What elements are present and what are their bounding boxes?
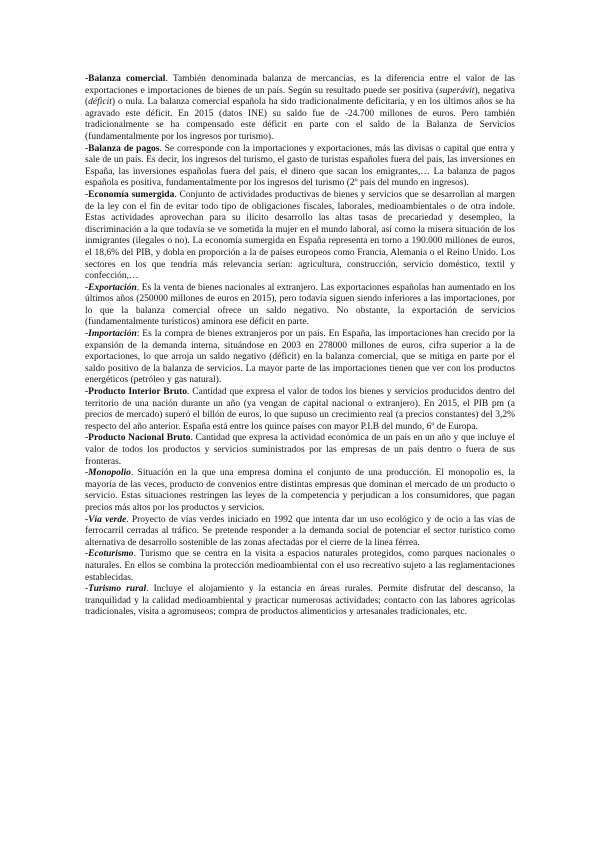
- term-balanza-de-pagos: -Balanza de pagos: [85, 143, 160, 154]
- definition-text: . Turismo que se centra en la visita a espacios naturales protegidos, como parques nacionales o naturales. En ellos se combina la protección medioambiental con el uso recreativo sujeto a las reglamentaciones establecidas.: [85, 549, 515, 583]
- entry-ecoturismo: [85, 549, 515, 584]
- entry-balanza-de-pagos: [85, 144, 515, 190]
- definition-text: . Incluye el alojamiento y la estancia en áreas rurales. Permite disfrutar del descanso, la tranquilidad y la calidad medioambiental y practicar numerosas actividades; contacto con las labores agrícolas tradicionales, visita a agromuseos; compra de productos alimenticios y artesanales tradicionales, etc.: [85, 584, 516, 618]
- entry-monopolio: [85, 468, 515, 514]
- definition-text: : Es la compra de bienes extranjeros por un país. En España, las importaciones han crecido por la expansión de la demanda interna, situándose en 2003 en 278000 millones de euros, cifra superior a la de exportaciones, lo que arroja un saldo negativo (déficit) en la balanza comercial, que se mitiga en parte por el saldo positivo de la balanza de servicios. La mayor parte de las importaciones tienen que ver con los productos energéticos (petróleo y gas natural).: [85, 329, 515, 386]
- document-page: [85, 74, 515, 619]
- term-economia-sumergida: -Economía sumergida: [85, 189, 175, 200]
- entry-economia-sumergida: [85, 190, 515, 283]
- entry-producto-interior-bruto: [85, 387, 515, 433]
- term-balanza-comercial: -Balanza comercial: [85, 74, 166, 84]
- entry-balanza-comercial: [85, 74, 515, 144]
- entry-turismo-rural: [85, 584, 515, 619]
- term-monopolio: -Monopolio: [85, 468, 131, 479]
- definition-text: . Se corresponde con la importaciones y exportaciones, más las divisas o capital que entra y sale de un país. Es decir, los ingresos del turismo, el gasto de turistas españoles fuera del país, las inversiones en España, las inversiones españolas fuera del país, el dinero que sacan los emigrantes,… La balanza de pagos española es positiva, fundamentalmente por los ingresos del turismo (2º país del mundo en ingresos).: [85, 143, 515, 189]
- entry-producto-nacional-bruto: [85, 433, 515, 468]
- entry-importacion: [85, 329, 515, 387]
- definition-text: . También denominada balanza de mercancías, es la diferencia entre el valor de las exportaciones e importaciones de bienes de un país. Según su resultado puede ser positiva (: [85, 74, 515, 96]
- definition-italic-term: déficit: [88, 97, 112, 108]
- term-producto-interior-bruto: -Producto Interior Bruto: [85, 387, 188, 398]
- definition-text: ) o nula. La balanza comercial española ha sido tradicionalmente deficitaria, y en los últimos años se ha agravado este déficit. En 2015 (datos INE) su saldo fue de -24.700 millones de euros. Pero también tradicionalmente se ha compensado este déficit en parte con el saldo de la Balanza de Servicios (fundamentalmente por los ingresos por turismo).: [85, 97, 515, 142]
- definition-text: . Cantidad que expresa el valor de todos los bienes y servicios producidos dentro del territorio de una nación durante un año (ya vengan de capital nacional o extranjero). En 2015, el PIB pm (a precios de mercado) superó el billón de euros, lo que supuso un crecimiento real (a precios constantes) del 3,2% respecto del año anterior. España está entre los quince países con mayor P.I.B del mundo, 6º de Europa.: [85, 387, 515, 432]
- definition-text: . Proyecto de vías verdes iniciado en 1992 que intenta dar un uso ecológico y de ocio a las vías de ferrocarril cerradas al tráfico. Se pretende responder a la demanda social de potenciar el sector turístico como alternativa de desarrollo sostenible de las zonas afectadas por el cierre de la línea férrea.: [85, 514, 515, 548]
- definition-text: . Es la venta de bienes nacionales al extranjero. Las exportaciones españolas han aumentado en los últimos años (250000 millones de euros en 2015), pero todavía siguen siendo inferiores a las importaciones, por lo que la balanza comercial ofrece un saldo negativo. No obstante, la exportación de servicios (fundamentalmente turísticos) aminora ese déficit en parte.: [85, 282, 515, 328]
- term-ecoturismo: -Ecoturismo: [85, 549, 134, 560]
- definition-text: . Conjunto de actividades productivas de bienes y servicios que se desarrollan al margen de la ley con el fin de evitar todo tipo de obligaciones fiscales, laborales, medioambientales o de otra índole. Estas actividades aprovechan para su ilícito desarrollo las altas tasas de precariedad y desempleo, la discriminación a la que todavía se ve sometida la mujer en el mundo laboral, así como la mísera situación de los inmigrantes (ilegales o no). La economía sumergida en España representa en torno a 190.000 millones de euros, el 18,6% del PIB, y dobla en proporción a la de países europeos como Francia, Alemania o el Reino Unido. Los sectores en los que tendría más relevancia serían: agricultura, construcción, servicio doméstico, textil y confección,…: [85, 189, 515, 282]
- entry-exportacion: [85, 283, 515, 329]
- definition-text: . Situación en la que una empresa domina el conjunto de una producción. El monopolio es, la mayoría de las veces, producto de convenios entre distintas empresas que dominan el mercado de un producto o servicio. Estas situaciones restringen las leyes de la competencia y perjudican a los consumidores, que pagan precios más altos por los productos y servicios.: [85, 468, 515, 513]
- definition-text: ), negativa (: [85, 85, 516, 108]
- term-exportacion: -Exportación: [85, 282, 137, 293]
- term-importacion: -Importación: [85, 329, 137, 340]
- definition-text: . Cantidad que expresa la actividad económica de un país en un año y que incluye el valor de todos los productos y servicios suministrados por las empresas de un país dentro o fuera de sus fronteras.: [85, 433, 515, 467]
- term-turismo-rural: -Turismo rural: [85, 584, 147, 595]
- definition-italic-term: superávit: [439, 85, 475, 96]
- term-via-verde: -Vía verde: [85, 514, 127, 525]
- term-producto-nacional-bruto: -Producto Nacional Bruto: [85, 433, 191, 444]
- entry-via-verde: [85, 515, 515, 550]
